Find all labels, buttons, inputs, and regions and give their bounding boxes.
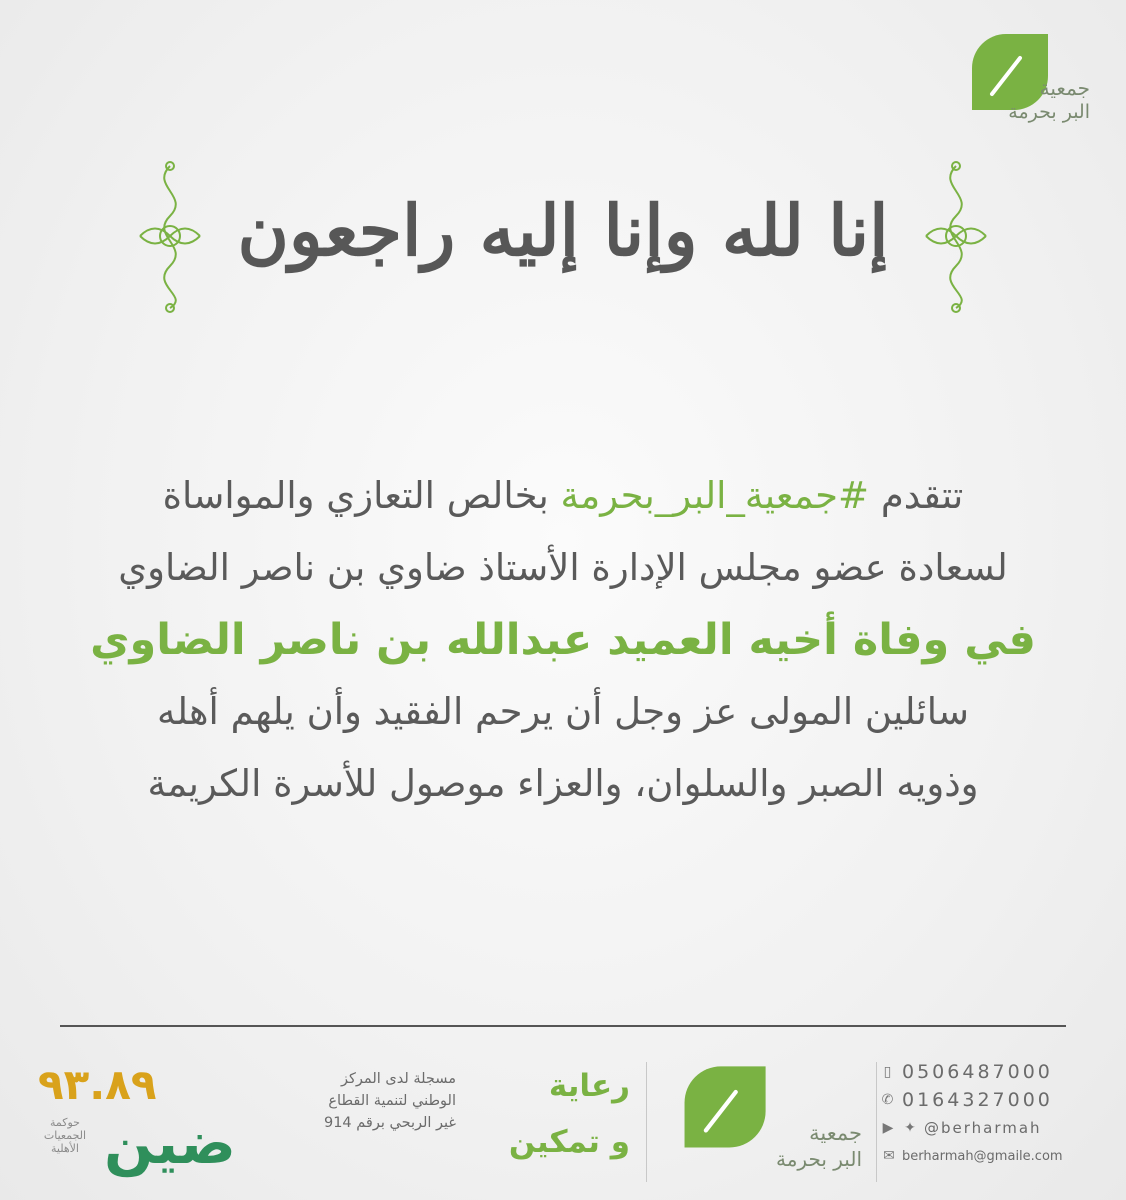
- leaf-logo-icon: [676, 1060, 772, 1156]
- footer-logo-line1: جمعية: [809, 1121, 862, 1145]
- twitter-icon: ✦: [904, 1120, 918, 1136]
- mobile-number: 0506487000: [902, 1061, 1053, 1083]
- message-line-1-start: تتقدم: [869, 474, 964, 517]
- social-handle: @berharmah: [924, 1119, 1042, 1137]
- phone-icon: ✆: [881, 1092, 897, 1108]
- mobile-row[interactable]: [880, 1058, 1090, 1086]
- slogan-line-1: رعاية: [548, 1068, 630, 1104]
- top-logo: [930, 28, 1090, 128]
- phone-number: 0164327000: [902, 1089, 1053, 1111]
- heading-calligraphy-text: إنا لله وإنا إليه راجعون: [237, 189, 889, 272]
- contact-info: [880, 1058, 1090, 1170]
- message-line-1-end: بخالص التعازي والمواساة: [162, 474, 561, 517]
- logo-name-line2: البر بحرمة: [1008, 101, 1090, 123]
- message-line-4: سائلين المولى عز وجل أن يرحم الفقيد وأن يلهم أهله: [156, 690, 970, 733]
- badge-word: ضين: [104, 1109, 236, 1177]
- registration-line-1: مسجلة لدى المركز: [341, 1071, 456, 1087]
- badge-sub-line-3: الأهلية: [51, 1142, 79, 1155]
- social-row[interactable]: [880, 1114, 1090, 1142]
- hashtag-link[interactable]: #جمعية_البر_بحرمة: [560, 474, 870, 517]
- mobile-icon: ▯: [883, 1064, 895, 1080]
- email-row[interactable]: [880, 1142, 1090, 1170]
- governance-badge: [30, 1060, 240, 1190]
- youtube-icon: ▶: [882, 1120, 896, 1136]
- logo-name-line1: جمعية: [1039, 76, 1090, 100]
- mail-icon: ✉: [883, 1148, 895, 1164]
- message-line-5: وذويه الصبر والسلوان، والعزاء موصول للأسرة الكريمة: [147, 762, 979, 805]
- footer-separator: [646, 1062, 647, 1182]
- badge-sub-line-1: حوكمة: [50, 1116, 80, 1129]
- message-line-2: لسعادة عضو مجلس الإدارة الأستاذ ضاوي بن ناصر الضاوي: [118, 546, 1008, 589]
- phone-row[interactable]: [880, 1086, 1090, 1114]
- badge-score: ٩٣.٨٩: [38, 1060, 157, 1109]
- right-ornament-icon: [916, 156, 996, 316]
- left-ornament-icon: [130, 156, 210, 316]
- footer-separator: [876, 1062, 877, 1182]
- registration-info: [246, 1068, 456, 1134]
- email-address: berharmah@gmaile.com: [902, 1148, 1063, 1164]
- deceased-name-line: في وفاة أخيه العميد عبدالله بن ناصر الضاوي: [90, 615, 1036, 665]
- registration-line-2: الوطني لتنمية القطاع: [328, 1093, 456, 1109]
- badge-subtitle: [30, 1116, 100, 1155]
- footer-divider: [60, 1025, 1066, 1027]
- slogan: [470, 1058, 630, 1170]
- badge-sub-line-2: الجمعيات: [43, 1129, 87, 1142]
- registration-line-3: غير الربحي برقم 914: [323, 1115, 456, 1131]
- calligraphy-heading: [130, 140, 996, 340]
- footer-logo: [672, 1060, 862, 1190]
- condolence-message: [70, 460, 1056, 820]
- footer-logo-line2: البر بحرمة: [775, 1147, 862, 1171]
- slogan-line-2: و تمكين: [508, 1124, 630, 1160]
- message-line-1: [70, 460, 1056, 532]
